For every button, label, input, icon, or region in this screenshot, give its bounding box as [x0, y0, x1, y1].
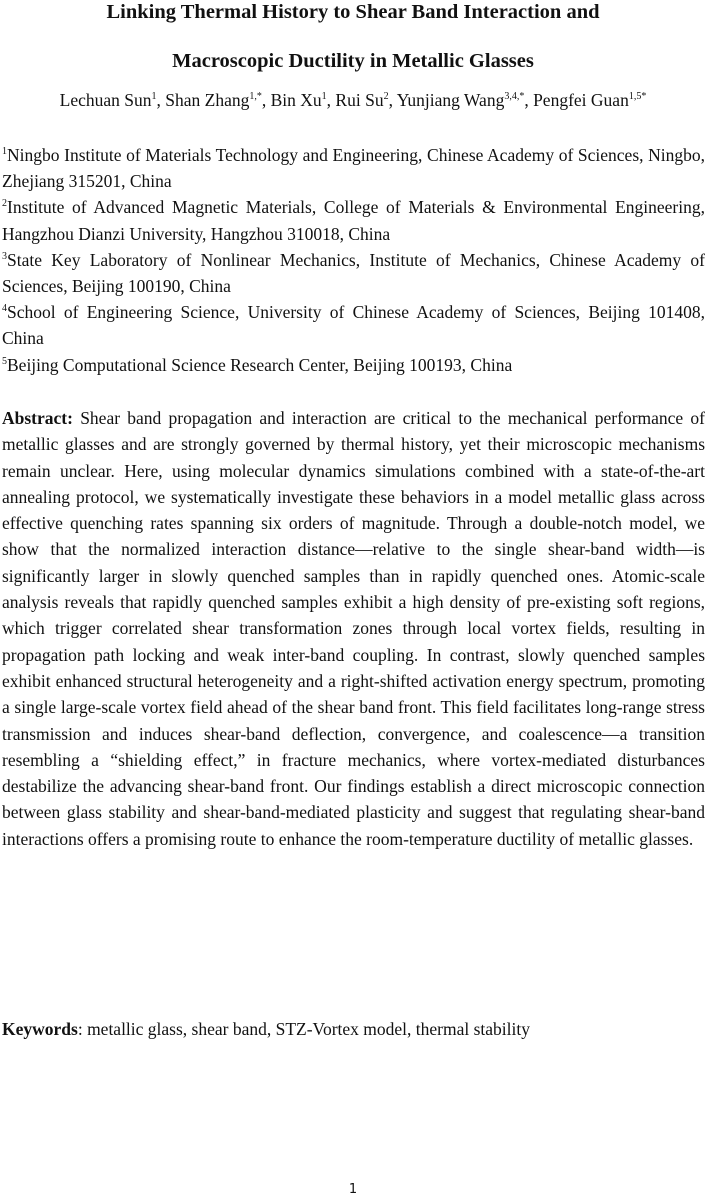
affiliation-text: Beijing Computational Science Research Center, Beijing 100193, China: [7, 354, 513, 375]
author-separator: ,: [388, 90, 397, 110]
affiliation-list: [2, 142, 705, 378]
affiliation-number: 5: [2, 355, 7, 367]
paper-title-line-2: Macroscopic Ductility in Metallic Glasses: [172, 50, 534, 72]
abstract-text: Shear band propagation and interaction are critical to the mechanical performance of metallic glasses and are strongly governed by thermal history, yet their microscopic mechanisms remain unclear. Here, using molecular dynamics simulations combined with a state-of-the-art annealing protocol, we systematically investigate these behaviors in a model metallic glass across effective quenching rates spanning six orders of magnitude. Through a double-notch model, we show that the normalized interaction distance—relative to the single shear-band width—is significantly larger in slowly quenched samples than in rapidly quenched ones. Atomic-scale analysis reveals that rapidly quenched samples exhibit a high density of pre-existing soft regions, which trigger correlated shear transformation zones through local vortex fields, resulting in propagation path locking and weak inter-band coupling. In contrast, slowly quenched samples exhibit enhanced structural heterogeneity and a right-shifted activation energy spectrum, promoting a single large-scale vortex field ahead of the shear band front. This field facilitates long-range stress transmission and induces shear-band deflection, convergence, and coalescence—a transition resembling a “shielding effect,” in fracture mechanics, where vortex-mediated disturbances destabilize the advancing shear-band front. Our findings establish a direct microscopic connection between glass stability and shear-band-mediated plasticity and suggest that regulating shear-band interactions offers a promising route to enhance the room-temperature ductility of metallic glasses.: [2, 408, 706, 849]
author: Yunjiang Wang: [396, 90, 505, 110]
author: Shan Zhang: [165, 90, 250, 110]
keywords: [2, 1016, 705, 1042]
author-separator: ,: [524, 90, 534, 110]
author-separator: ,: [261, 90, 271, 110]
page-number: 1: [348, 1182, 358, 1197]
keywords-text: : metallic glass, shear band, STZ-Vortex model, thermal stability: [77, 1019, 530, 1039]
affiliation-text: State Key Laboratory of Nonlinear Mechanics, Institute of Mechanics, Chinese Academy of Sciences, Beijing 100190, China: [2, 249, 705, 297]
affiliation-number: 2: [2, 198, 7, 210]
affiliation-number: 4: [2, 303, 7, 315]
author-affiliation-mark: 3,4,*: [504, 91, 525, 102]
abstract: [2, 405, 705, 852]
author: Bin Xu: [270, 90, 322, 110]
affiliation-text: Ningbo Institute of Materials Technology and Engineering, Chinese Academy of Sciences, Ningbo, Zhejiang 315201, China: [2, 145, 705, 192]
affiliation: [2, 352, 705, 378]
author-affiliation-mark: 2: [383, 91, 389, 102]
author-separator: ,: [156, 90, 166, 110]
affiliation: [2, 142, 705, 194]
affiliation: [2, 299, 705, 351]
abstract-label: Abstract:: [2, 408, 73, 428]
affiliation: [2, 194, 705, 246]
affiliation-text: School of Engineering Science, University of Chinese Academy of Sciences, Beijing 101408, China: [2, 302, 705, 349]
affiliation-number: 3: [2, 250, 7, 262]
paper-title-line-1: Linking Thermal History to Shear Band Interaction and: [106, 1, 600, 23]
affiliation-text: Institute of Advanced Magnetic Materials, College of Materials & Environmental Engineering, Hangzhou Dianzi University, Hangzhou 310018, China: [2, 197, 705, 244]
affiliation-number: 1: [2, 146, 7, 157]
author: Lechuan Sun: [59, 90, 152, 110]
affiliation: [2, 247, 705, 299]
author-affiliation-mark: 1,5*: [628, 91, 647, 102]
author-affiliation-mark: 1: [321, 91, 327, 102]
keywords-label: Keywords: [2, 1019, 78, 1039]
author-affiliation-mark: 1: [151, 91, 157, 102]
author: Pengfei Guan: [533, 90, 629, 110]
author-list: [0, 88, 706, 112]
author: Rui Su: [335, 90, 384, 110]
author-affiliation-mark: 1,*: [249, 91, 262, 102]
author-separator: ,: [326, 90, 336, 110]
